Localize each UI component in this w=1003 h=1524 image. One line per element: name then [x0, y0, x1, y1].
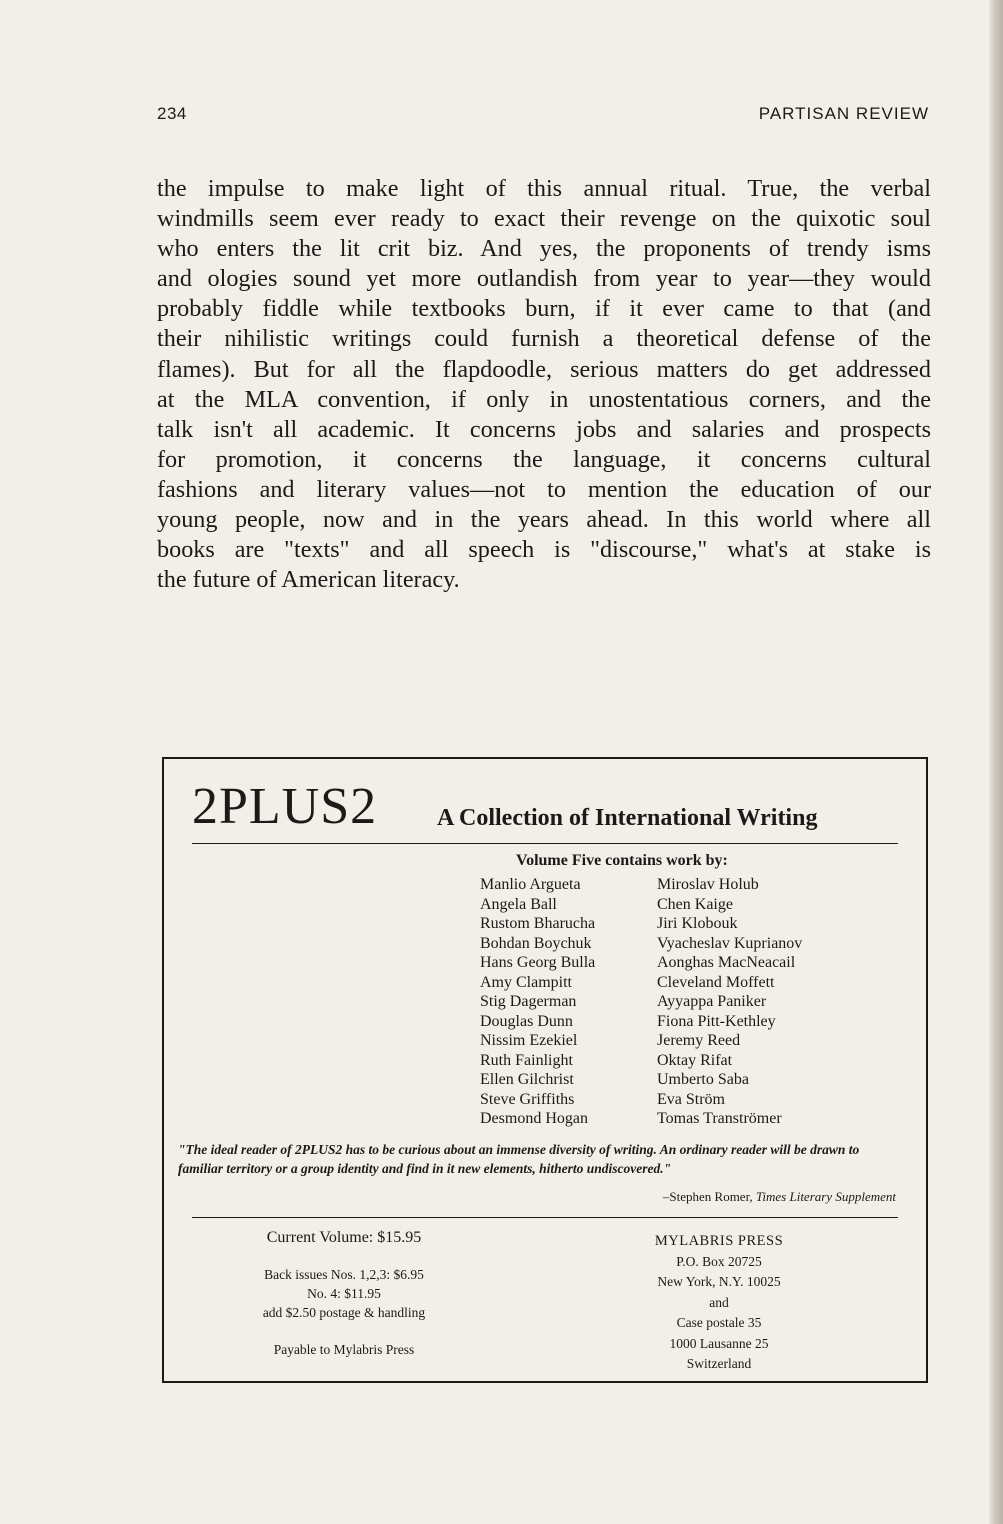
contributor-name: Angela Ball — [480, 895, 557, 913]
current-volume-price: Current Volume: $15.95 — [266, 1229, 422, 1246]
contributor-name: Eva Ström — [657, 1090, 725, 1108]
journal-title: PARTISAN REVIEW — [758, 104, 929, 123]
quote-attribution — [663, 1189, 896, 1205]
contributor-name: Amy Clampitt — [480, 973, 572, 991]
contributor-name: Ellen Gilchrist — [480, 1071, 574, 1088]
body-line: at the MLA convention, if only in unostentatious corners, and the — [157, 385, 931, 413]
contributor-name: Umberto Saba — [657, 1071, 749, 1088]
review-quote: "The ideal reader of 2PLUS2 has to be curious about an immense diversity of writing. An ordinary reader will be drawn to familiar territory or a group identity and find in it new elements, hitherto undiscovered." — [178, 1142, 860, 1176]
body-line: windmills seem ever ready to exact their revenge on the quixotic soul — [157, 205, 931, 233]
contributor-name: Bohdan Boychuk — [480, 934, 592, 952]
address-line: Case postale 35 — [676, 1315, 762, 1330]
ad-logo: 2PLUS2 — [192, 778, 378, 835]
payable-note: Payable to Mylabris Press — [273, 1342, 415, 1357]
contributor-name: Rustom Bharucha — [480, 915, 596, 932]
contributor-name: Tomas Tranströmer — [657, 1110, 782, 1127]
divider — [192, 1217, 898, 1218]
contributor-name: Cleveland Moffett — [657, 973, 775, 991]
body-line: talk isn't all academic. It concerns jobs and salaries and prospects — [157, 415, 931, 443]
contributor-name: Oktay Rifat — [657, 1051, 733, 1069]
contributor-name: Douglas Dunn — [480, 1012, 573, 1030]
page-number: 234 — [157, 104, 187, 123]
contributor-name: Manlio Argueta — [480, 876, 581, 893]
address-line: P.O. Box 20725 — [676, 1253, 762, 1269]
contributor-name: Jeremy Reed — [657, 1032, 741, 1049]
pricing-info — [194, 1229, 494, 1359]
body-line: the impulse to make light of this annual ritual. True, the verbal — [157, 175, 931, 202]
divider — [192, 843, 898, 844]
contributor-name: Chen Kaige — [657, 895, 733, 913]
advertisement-box — [162, 757, 928, 1383]
attribution-source: Times Literary Supplement — [755, 1189, 896, 1204]
contributor-name: Vyacheslav Kuprianov — [657, 934, 803, 952]
contributor-name: Stig Dagerman — [480, 993, 577, 1010]
address-line: New York, N.Y. 10025 — [657, 1274, 781, 1289]
contributor-name: Jiri Klobouk — [657, 915, 738, 932]
body-line: for promotion, it concerns the language, it concerns cultural — [157, 445, 931, 473]
contributors-list-right — [657, 875, 802, 1129]
publisher-address — [604, 1231, 834, 1375]
body-line: their nihilistic writings could furnish a theoretical defense of the — [157, 325, 931, 353]
address-line: 1000 Lausanne 25 — [669, 1335, 769, 1351]
contributors-heading: Volume Five contains work by: — [516, 852, 728, 869]
contributor-name: Ruth Fainlight — [480, 1051, 573, 1069]
body-line: who enters the lit crit biz. And yes, the proponents of trendy isms — [157, 235, 931, 263]
contributors-list-left — [480, 875, 595, 1129]
ad-header — [192, 779, 897, 835]
body-line: young people, now and in the years ahead. In this world where all — [157, 506, 931, 534]
postage-note: add $2.50 postage & handling — [262, 1305, 426, 1320]
contributor-name: Desmond Hogan — [480, 1110, 588, 1127]
article-body-paragraph — [157, 174, 931, 595]
body-line: probably fiddle while textbooks burn, if it ever came to that (and — [157, 295, 931, 323]
running-head — [157, 104, 929, 128]
contributor-name: Fiona Pitt-Kethley — [657, 1012, 776, 1030]
body-line: and ologies sound yet more outlandish from year to year—they would — [157, 265, 931, 293]
issue-4-price: No. 4: $11.95 — [307, 1286, 381, 1301]
address-line: Switzerland — [686, 1356, 752, 1371]
back-issues-price: Back issues Nos. 1,2,3: $6.95 — [264, 1267, 424, 1282]
contributor-name: Nissim Ezekiel — [480, 1032, 578, 1049]
body-line: flames). But for all the flapdoodle, serious matters do get addressed — [157, 355, 931, 383]
ad-tagline: A Collection of International Writing — [437, 805, 818, 831]
contributor-name: Ayyappa Paniker — [657, 993, 767, 1010]
body-line: fashions and literary values—not to mention the education of our — [157, 475, 931, 503]
attribution-author: –Stephen Romer, — [662, 1189, 753, 1204]
body-line: books are "texts" and all speech is "discourse," what's at stake is — [157, 536, 931, 564]
address-line: and — [709, 1294, 729, 1310]
contributor-name: Miroslav Holub — [657, 876, 759, 893]
contributor-name: Aonghas MacNeacail — [657, 954, 796, 971]
contributor-name: Steve Griffiths — [480, 1090, 575, 1108]
publisher-name: MYLABRIS PRESS — [654, 1233, 784, 1249]
body-line: the future of American literacy. — [157, 566, 460, 594]
contributor-name: Hans Georg Bulla — [480, 954, 596, 971]
page-edge — [989, 0, 1003, 1524]
